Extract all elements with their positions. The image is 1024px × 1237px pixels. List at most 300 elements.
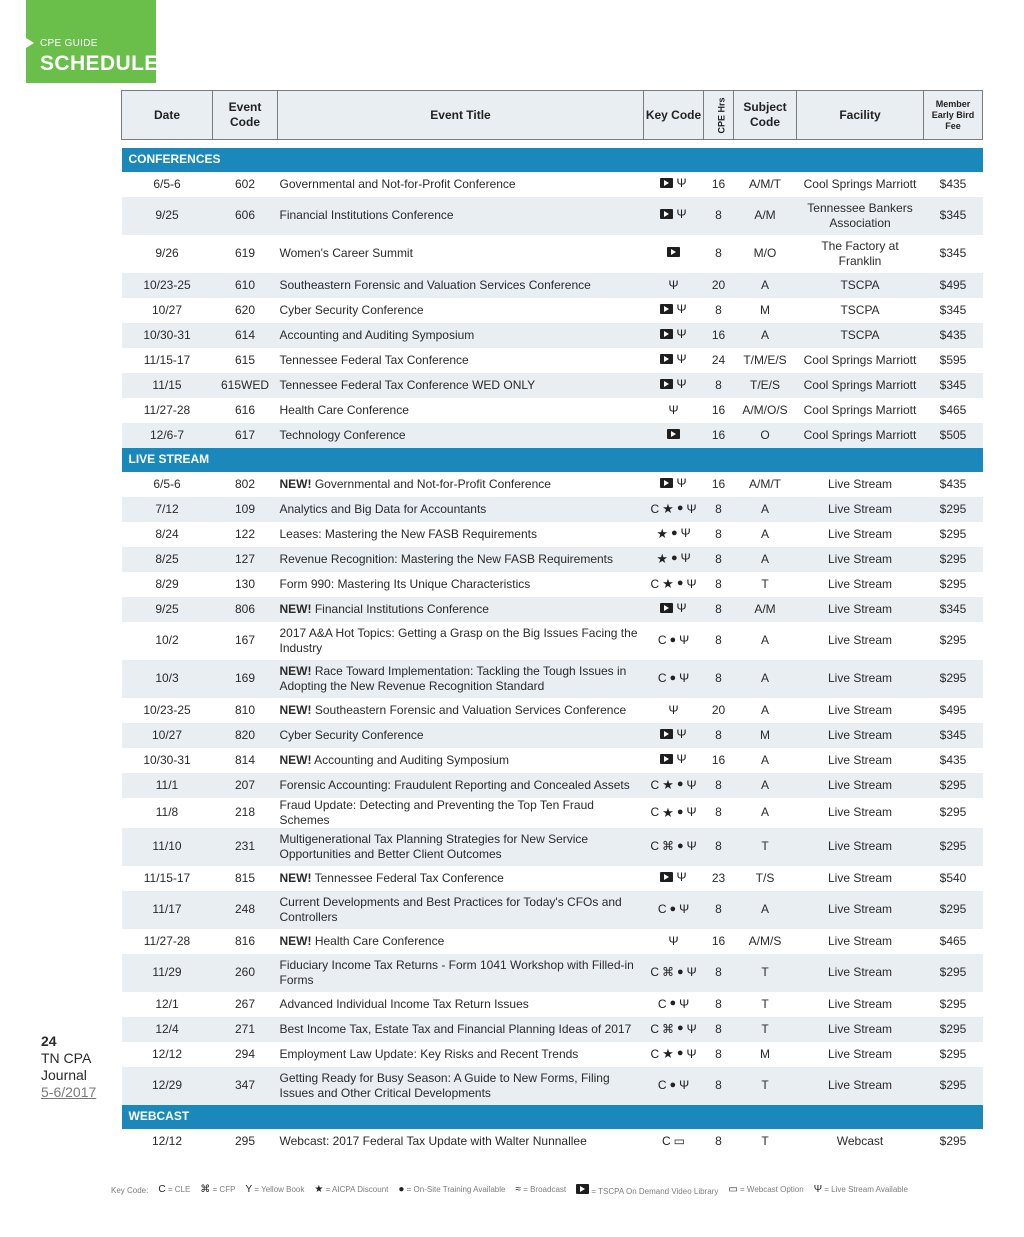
subject-code: A [734, 273, 797, 298]
livestream-icon: Ψ [676, 326, 687, 341]
event-date: 10/30-31 [122, 323, 213, 348]
livestream-icon: Ψ [668, 933, 679, 948]
livestream-icon: Ψ [680, 551, 691, 565]
event-title: Financial Institutions Conference [279, 208, 454, 222]
issue-date: 5-6/2017 [41, 1084, 97, 1100]
event-title-cell [278, 1067, 644, 1105]
key-code-cell [644, 954, 704, 992]
key-code-cell [644, 1129, 704, 1154]
event-title: Best Income Tax, Estate Tax and Financial Planning Ideas of 2017 [279, 1021, 632, 1036]
cle-icon: C [650, 839, 659, 853]
event-date: 11/15 [122, 373, 213, 398]
member-fee: $295 [939, 1133, 967, 1148]
subject-code: A [734, 660, 797, 698]
video-library-icon [660, 354, 673, 364]
cpe-hours: 16 [711, 476, 726, 491]
event-title-cell [278, 798, 644, 828]
key-code-cell [644, 929, 704, 954]
header-date: Date [122, 91, 213, 140]
facility: TSCPA [797, 273, 924, 298]
event-code: 610 [213, 273, 278, 298]
member-fee: $345 [924, 197, 983, 235]
event-title: Health Care Conference [314, 933, 445, 948]
event-date: 10/23-25 [122, 273, 213, 298]
event-title-cell [278, 235, 644, 273]
event-date: 11/1 [122, 773, 213, 798]
cpe-hours: 16 [711, 176, 726, 191]
livestream-icon: Ψ [668, 402, 679, 417]
facility: Live Stream [797, 773, 924, 798]
member-fee: $295 [924, 954, 983, 992]
event-date: 9/25 [122, 597, 213, 622]
event-title-cell [278, 748, 644, 773]
legend-text: = TSCPA On Demand Video Library [591, 1187, 719, 1196]
event-code: 802 [234, 476, 256, 491]
event-title: Analytics and Big Data for Accountants [279, 501, 487, 516]
table-row [122, 597, 983, 622]
key-code-cell [644, 891, 704, 929]
event-title: Multigenerational Tax Planning Strategies for New Service Opportunities and Better Client Outcomes [279, 831, 589, 861]
event-title: Cyber Security Conference [279, 302, 424, 317]
key-code-cell [644, 622, 704, 660]
livestream-icon: Ψ [679, 902, 690, 916]
event-code: 167 [234, 633, 256, 647]
table-row [122, 547, 983, 572]
event-code: 109 [213, 497, 278, 522]
member-fee: $435 [939, 476, 967, 491]
member-fee: $345 [924, 597, 983, 622]
subject-code: A [760, 702, 769, 717]
subject-code: O [734, 423, 797, 448]
event-title-cell [278, 273, 644, 298]
event-date: 10/27 [122, 723, 213, 748]
event-date: 6/5-6 [153, 176, 181, 191]
table-row [122, 1042, 983, 1067]
table-row [122, 622, 983, 660]
video-library-icon [660, 478, 673, 488]
cle-icon: C [650, 805, 660, 819]
header-fee: Member Early Bird Fee [924, 91, 983, 140]
key-code-cell [644, 373, 704, 398]
livestream-icon: Ψ [676, 869, 687, 884]
event-title: Southeastern Forensic and Valuation Services Conference [279, 277, 591, 292]
cle-icon: C [657, 1078, 667, 1092]
pin-icon: ● [669, 997, 677, 1009]
cpe-hours: 20 [711, 702, 726, 717]
event-code: 267 [234, 996, 256, 1011]
header-event-code: Event Code [213, 91, 278, 140]
table-row [122, 723, 983, 748]
event-title-cell [278, 929, 644, 954]
cpe-hours: 23 [711, 870, 726, 885]
facility: Live Stream [797, 497, 924, 522]
event-date: 8/29 [155, 576, 179, 591]
star-icon: ★ [314, 1184, 324, 1195]
key-code-cell [644, 798, 704, 828]
cle-icon: C [657, 633, 667, 647]
table-row [122, 1067, 983, 1105]
legend-item [158, 1185, 190, 1195]
cpe-hours: 8 [704, 373, 734, 398]
cle-icon: C [661, 1133, 671, 1148]
event-title-cell [278, 497, 644, 522]
cpe-hours: 16 [704, 423, 734, 448]
event-title: Women's Career Summit [279, 246, 413, 260]
cpe-hours: 16 [704, 323, 734, 348]
event-code: 615 [234, 352, 256, 367]
member-fee: $495 [939, 702, 967, 717]
legend-item [728, 1185, 803, 1195]
livestream-icon: Ψ [686, 501, 697, 516]
cfp-icon: ⌘ [661, 965, 674, 979]
livestream-icon: Ψ [676, 376, 687, 391]
table-row [122, 698, 983, 723]
livestream-icon: Ψ [686, 805, 697, 819]
event-title-cell [278, 660, 644, 698]
new-badge: NEW! [279, 663, 312, 678]
livestream-icon: Ψ [676, 475, 687, 490]
event-title-cell [278, 723, 644, 748]
legend-text: = AICPA Discount [325, 1185, 389, 1194]
subject-code: A [734, 323, 797, 348]
event-date: 7/12 [122, 497, 213, 522]
header-facility: Facility [797, 91, 924, 140]
event-code: 260 [213, 954, 278, 992]
table-row [122, 273, 983, 298]
cle-icon: C [657, 902, 667, 916]
cpe-hours: 8 [704, 597, 734, 622]
facility: Live Stream [827, 576, 893, 591]
key-code-cell [644, 1017, 704, 1042]
livestream-icon: Ψ [686, 965, 697, 979]
table-row [122, 172, 983, 197]
star-icon: ★ [662, 501, 674, 516]
table-row [122, 373, 983, 398]
cpe-hours: 8 [704, 723, 734, 748]
subject-code: T [734, 954, 797, 992]
event-date: 9/25 [122, 197, 213, 235]
key-code-cell [644, 748, 704, 773]
event-title-cell [278, 323, 644, 348]
video-library-icon [660, 178, 673, 188]
key-code-cell [644, 197, 704, 235]
video-library-icon [660, 729, 673, 739]
new-badge: NEW! [279, 702, 312, 717]
livestream-icon: Ψ [686, 839, 697, 853]
event-date: 12/4 [122, 1017, 213, 1042]
table-row [122, 472, 983, 497]
event-code: 806 [213, 597, 278, 622]
cpe-hours: 16 [711, 933, 726, 948]
member-fee: $295 [924, 660, 983, 698]
cpe-hours: 8 [704, 891, 734, 929]
pin-icon: ● [670, 526, 678, 539]
section-title: CONFERENCES [122, 148, 983, 172]
event-title-cell [278, 373, 644, 398]
event-date: 11/15-17 [143, 870, 191, 885]
member-fee: $295 [939, 576, 967, 591]
event-title: Forensic Accounting: Fraudulent Reporting and Concealed Assets [279, 777, 630, 792]
table-row [122, 748, 983, 773]
section-header [122, 448, 983, 472]
facility: Tennessee Bankers Association [797, 197, 924, 235]
pin-icon: ● [669, 1078, 677, 1091]
subject-code: A/M [734, 597, 797, 622]
table-row [122, 197, 983, 235]
event-title-cell [278, 472, 644, 497]
livestream-icon: Ψ [676, 175, 687, 190]
event-code: 294 [234, 1046, 256, 1061]
table-row [122, 348, 983, 373]
key-code-cell [644, 572, 704, 597]
key-code-legend [111, 1184, 986, 1196]
subject-code: M [760, 1046, 770, 1061]
cpe-hours: 8 [704, 1067, 734, 1105]
event-date: 11/27-28 [143, 933, 191, 948]
table-row [122, 572, 983, 597]
event-date: 11/29 [122, 954, 213, 992]
event-date: 10/23-25 [143, 702, 191, 717]
event-title: Leases: Mastering the New FASB Requirements [279, 526, 537, 541]
header-cpe-hrs: CPE Hrs [704, 91, 734, 140]
event-date: 10/30-31 [143, 752, 191, 767]
webcast-icon: ▭ [673, 1133, 685, 1148]
cpe-hours: 8 [704, 773, 734, 798]
event-title: Governmental and Not-for-Profit Conference [279, 176, 516, 191]
member-fee: $345 [939, 246, 967, 260]
new-badge: NEW! [279, 476, 312, 491]
subject-code: M/O [753, 246, 777, 260]
cpe-hours: 8 [704, 197, 734, 235]
star-icon: ★ [656, 525, 668, 541]
video-library-icon [660, 754, 673, 764]
event-title-cell [278, 1042, 644, 1067]
subject-code: A [734, 497, 797, 522]
key-code-cell [644, 398, 704, 423]
key-code-cell [644, 866, 704, 891]
member-fee: $345 [924, 723, 983, 748]
member-fee: $295 [924, 773, 983, 798]
member-fee: $435 [924, 323, 983, 348]
facility: Live Stream [827, 633, 893, 647]
table-row [122, 522, 983, 547]
cpe-hours: 8 [715, 302, 722, 317]
member-fee: $295 [924, 547, 983, 572]
member-fee: $495 [924, 273, 983, 298]
event-date: 9/26 [155, 246, 179, 260]
legend-text: = Yellow Book [254, 1185, 305, 1194]
key-code-cell [644, 773, 704, 798]
cpe-hours: 8 [715, 246, 722, 260]
livestream-icon: Ψ [676, 207, 687, 221]
facility: Live Stream [797, 954, 924, 992]
member-fee: $295 [924, 828, 983, 866]
table-row [122, 866, 983, 891]
webcast-icon: ▭ [728, 1184, 738, 1195]
facility: Webcast [836, 1133, 884, 1148]
table-row [122, 929, 983, 954]
event-title-cell [278, 423, 644, 448]
table-row [122, 773, 983, 798]
event-date: 10/27 [151, 302, 183, 317]
schedule-table [121, 90, 983, 1154]
cpe-hours: 8 [715, 805, 722, 819]
subject-code: A [734, 773, 797, 798]
table-row [122, 992, 983, 1017]
event-title: Tennessee Federal Tax Conference WED ONLY [279, 377, 536, 392]
subject-code: T/E/S [734, 373, 797, 398]
table-row [122, 423, 983, 448]
subject-code: A/M [734, 197, 797, 235]
event-code: 218 [234, 805, 256, 819]
event-title-cell [278, 891, 644, 929]
cpe-hours: 8 [715, 1133, 722, 1148]
facility: Live Stream [827, 752, 893, 767]
video-library-icon [660, 329, 673, 339]
key-code-cell [644, 298, 704, 323]
event-code: 620 [234, 302, 256, 317]
facility: Live Stream [827, 476, 893, 491]
event-code: 815 [234, 870, 256, 885]
cpe-hours: 8 [715, 996, 722, 1011]
table-row [122, 1129, 983, 1154]
cpe-hours: 8 [704, 828, 734, 866]
event-date: 11/17 [122, 891, 213, 929]
event-date: 11/27-28 [143, 402, 191, 417]
subject-code: T [761, 1133, 769, 1148]
livestream-icon: Ψ [686, 576, 697, 591]
event-title: Technology Conference [279, 427, 406, 442]
cle-icon: C [158, 1184, 166, 1195]
member-fee: $295 [939, 526, 967, 541]
subject-code: M [760, 302, 770, 317]
video-library-icon [660, 603, 673, 613]
facility: Live Stream [797, 723, 924, 748]
key-code-cell [644, 497, 704, 522]
cfp-icon: ⌘ [661, 1021, 674, 1036]
livestream-icon: Ψ [676, 351, 687, 366]
legend-item [245, 1185, 304, 1195]
subject-code: A/M/T [749, 476, 781, 491]
section-header [122, 148, 983, 172]
event-code: 295 [234, 1133, 256, 1148]
cpe-hours: 8 [715, 633, 722, 647]
legend-text: = Live Stream Available [824, 1185, 908, 1194]
event-title-cell [278, 547, 644, 572]
event-date: 8/25 [122, 547, 213, 572]
video-library-icon [660, 304, 673, 314]
event-date: 10/2 [155, 633, 179, 647]
journal-name-2: Journal [41, 1067, 87, 1083]
event-date: 10/3 [122, 660, 213, 698]
cle-icon: C [650, 1046, 660, 1061]
cpe-hours: 8 [704, 954, 734, 992]
event-title: Advanced Individual Income Tax Return Issues [279, 996, 529, 1011]
event-title: Tennessee Federal Tax Conference [279, 352, 469, 367]
livestream-icon: Ψ [668, 702, 679, 717]
legend-item [398, 1185, 505, 1195]
event-code: 248 [213, 891, 278, 929]
section-title: LIVE STREAM [122, 448, 983, 472]
key-code-cell [644, 547, 704, 572]
event-date: 12/12 [151, 1133, 183, 1148]
cpe-hours: 8 [704, 1017, 734, 1042]
legend-text: = Webcast Option [740, 1185, 804, 1194]
broadcast-icon: ≈ [515, 1184, 521, 1195]
star-icon: ★ [662, 804, 674, 820]
event-code: 816 [234, 933, 256, 948]
cpe-hours: 8 [704, 497, 734, 522]
facility: Live Stream [797, 1067, 924, 1105]
livestream-icon: Ψ [813, 1184, 823, 1195]
table-row [122, 660, 983, 698]
pin-icon: ● [676, 577, 684, 589]
event-title-cell [278, 992, 644, 1017]
event-title: Getting Ready for Busy Season: A Guide to New Forms, Filing Issues and Other Critical Developments [279, 1070, 610, 1100]
event-title-cell [278, 348, 644, 373]
event-title: Governmental and Not-for-Profit Conference [314, 476, 551, 491]
legend-item [314, 1185, 388, 1195]
event-title: Southeastern Forensic and Valuation Services Conference [314, 702, 627, 717]
pin-icon: ● [669, 633, 677, 646]
event-title-cell [278, 597, 644, 622]
table-row [122, 323, 983, 348]
subject-code: T [734, 1067, 797, 1105]
video-library-icon [660, 379, 673, 389]
facility: Live Stream [797, 1017, 924, 1042]
facility: Live Stream [797, 891, 924, 929]
key-code-cell [644, 698, 704, 723]
event-title: Financial Institutions Conference [314, 601, 489, 616]
livestream-icon: Ψ [680, 526, 691, 540]
livestream-icon: Ψ [686, 777, 697, 792]
facility: Cool Springs Marriott [797, 373, 924, 398]
facility: TSCPA [797, 323, 924, 348]
livestream-icon: Ψ [676, 600, 687, 615]
table-row [122, 398, 983, 423]
cfp-icon: ⌘ [200, 1184, 211, 1195]
table-row [122, 828, 983, 866]
key-code-cell [644, 522, 704, 547]
event-code: 614 [213, 323, 278, 348]
event-title-cell [278, 866, 644, 891]
event-title: Health Care Conference [279, 402, 409, 417]
pin-icon: ● [676, 805, 684, 818]
facility: Cool Springs Marriott [797, 423, 924, 448]
member-fee: $540 [939, 870, 967, 885]
pin-icon: ● [398, 1184, 405, 1195]
subject-code: A [760, 805, 769, 819]
table-row [122, 497, 983, 522]
event-title: Race Toward Implementation: Tackling the Tough Issues in Adopting the New Revenue Recognition Standard [279, 663, 627, 693]
yellow-book-icon: Y [245, 1184, 253, 1195]
cpe-hours: 8 [715, 576, 722, 591]
event-title: Employment Law Update: Key Risks and Recent Trends [279, 1046, 579, 1061]
pin-icon: ● [669, 902, 677, 915]
facility: Cool Springs Marriott [803, 352, 917, 367]
key-code-cell [644, 828, 704, 866]
facility: Live Stream [827, 870, 893, 885]
event-title-cell [278, 622, 644, 660]
video-library-icon [660, 209, 673, 219]
facility: Live Stream [797, 828, 924, 866]
event-code: 820 [213, 723, 278, 748]
subject-code: A [760, 526, 769, 541]
cpe-hours: 8 [704, 547, 734, 572]
facility: Live Stream [827, 526, 893, 541]
new-badge: NEW! [279, 752, 312, 767]
livestream-icon: Ψ [686, 1046, 697, 1061]
